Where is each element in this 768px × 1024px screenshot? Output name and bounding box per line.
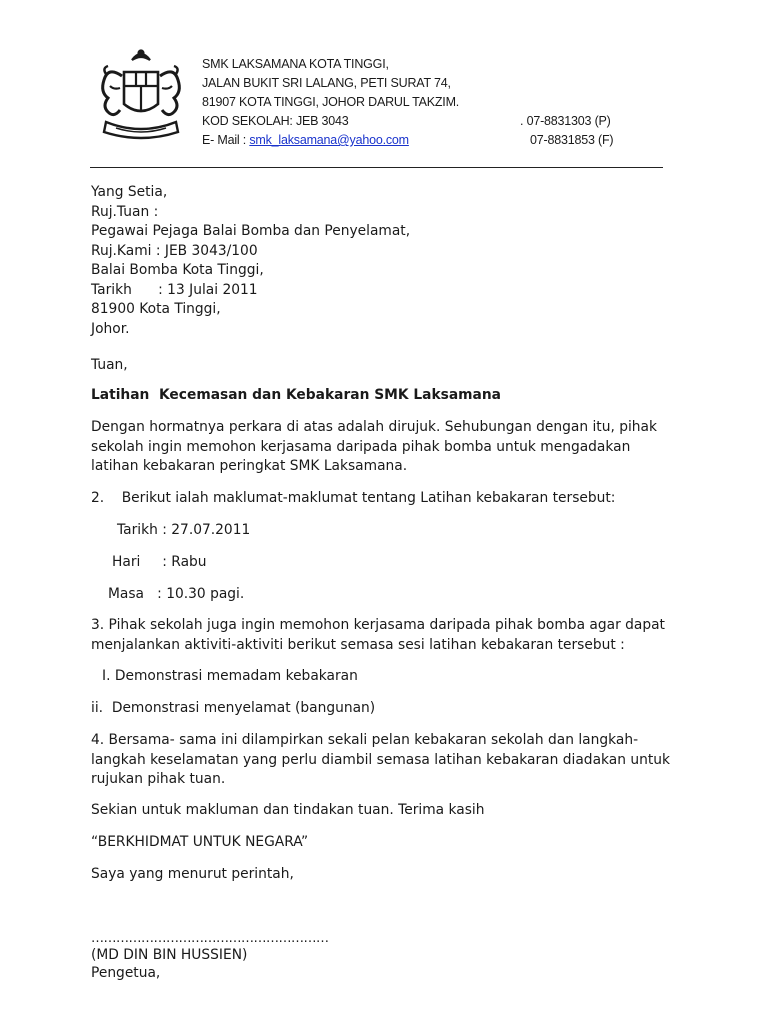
- address-line: Johor.: [91, 320, 130, 337]
- address-line: Tarikh : 13 Julai 2011: [91, 281, 258, 298]
- address-line: Ruj.Tuan :: [91, 203, 159, 220]
- paragraph-2: 2. Berikut ialah maklumat-maklumat tentang Latihan kebakaran tersebut:: [91, 490, 616, 506]
- motto: “BERKHIDMAT UNTUK NEGARA”: [91, 834, 309, 850]
- signatory-title: Pengetua,: [91, 965, 161, 981]
- letter-subject: Latihan Kecemasan dan Kebakaran SMK Laksamana: [91, 387, 501, 403]
- paragraph-1: Dengan hormatnya perkara di atas adalah dirujuk. Sehubungan dengan itu, pihak sekolah ingin memohon kerjasama daripada pihak bomba untuk mengadakan latihan kebakaran peringkat SMK Laksamana.: [91, 419, 657, 474]
- signature-line: …………………………………………………: [91, 931, 329, 946]
- address-line: Yang Setia,: [91, 184, 168, 200]
- signatory-name: (MD DIN BIN HUSSIEN): [91, 947, 248, 963]
- address-line: 81900 Kota Tinggi,: [91, 301, 221, 317]
- paragraph-4: 4. Bersama- sama ini dilampirkan sekali pelan kebakaran sekolah dan langkah-langkah keselamatan yang perlu diambil semasa latihan kebakaran diadakan untuk rujukan pihak tuan.: [91, 732, 670, 787]
- address-line: Pegawai Pejaga Balai Bomba dan Penyelamat,: [91, 223, 411, 239]
- email-link[interactable]: smk_laksamana@yahoo.com: [249, 133, 409, 147]
- letterhead-address-line-1: JALAN BUKIT SRI LALANG, PETI SURAT 74,: [202, 76, 451, 90]
- closing-line: Sekian untuk makluman dan tindakan tuan. Terima kasih: [91, 802, 485, 818]
- address-line: Ruj.Kami : JEB 3043/100: [91, 242, 258, 259]
- letterhead-email-label: E- Mail :: [202, 133, 247, 147]
- letterhead-phone: 07-8831303 (P): [526, 114, 611, 128]
- letterhead-phone-row: [520, 112, 611, 131]
- letterhead-fax: 07-8831853 (F): [530, 133, 614, 147]
- detail-hari: Hari : Rabu: [112, 554, 207, 570]
- coat-of-arms-crest-icon: [94, 46, 188, 146]
- address-line: Balai Bomba Kota Tinggi,: [91, 262, 264, 278]
- activity-item: I. Demonstrasi memadam kebakaran: [102, 668, 358, 684]
- letterhead-school-code-row: [202, 112, 632, 131]
- letterhead-email-row: [202, 131, 632, 150]
- sign-off: Saya yang menurut perintah,: [91, 866, 294, 882]
- detail-tarikh: Tarikh : 27.07.2011: [117, 522, 251, 538]
- detail-masa: Masa : 10.30 pagi.: [108, 586, 245, 602]
- address-block: [91, 183, 681, 339]
- letterhead-phone-dot: .: [520, 114, 524, 128]
- paragraph-3: 3. Pihak sekolah juga ingin memohon kerjasama daripada pihak bomba agar dapat menjalankan aktiviti-aktiviti berikut semasa sesi latihan kebakaran tersebut :: [91, 617, 665, 653]
- activity-item: ii. Demonstrasi menyelamat (bangunan): [91, 700, 376, 716]
- letterhead-school-code: KOD SEKOLAH: JEB 3043: [202, 114, 349, 128]
- letterhead: [202, 55, 632, 150]
- letterhead-school-name: SMK LAKSAMANA KOTA TINGGI,: [202, 57, 389, 71]
- letterhead-divider: [90, 167, 663, 168]
- letterhead-address-line-2: 81907 KOTA TINGGI, JOHOR DARUL TAKZIM.: [202, 95, 460, 109]
- salutation: Tuan,: [91, 357, 128, 373]
